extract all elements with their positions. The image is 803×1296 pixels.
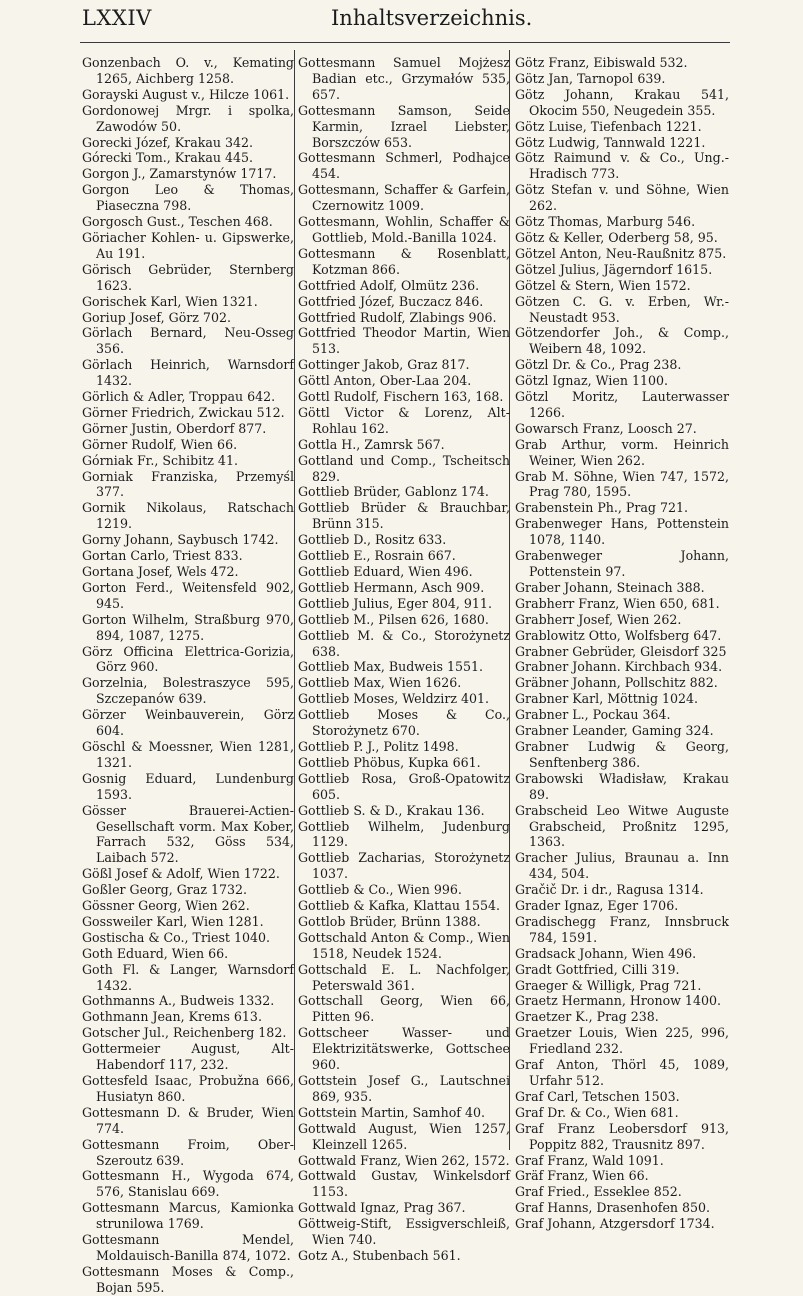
index-entry: Gorgon J., Zamarstynów 1717. xyxy=(82,166,277,182)
index-entry: Grabner Ludwig & Georg, Senftenberg 386. xyxy=(515,738,729,770)
index-entry: Gonzenbach O. v., Kemating 1265, Aichberg 1258. xyxy=(82,55,294,86)
index-entry: Görlich & Adler, Troppau 642. xyxy=(82,389,276,405)
index-entry: Gottlieb Max, Wien 1626. xyxy=(298,675,462,691)
index-entry: Göriacher Kohlen- u. Gipswerke, Au 191. xyxy=(82,229,294,261)
index-entry: Gottwald August, Wien 1257, Kleinzell 1265. xyxy=(298,1120,510,1152)
index-entry: Graf Fried., Esseklee 852. xyxy=(515,1184,682,1200)
index-entry: Gottlieb Max, Budweis 1551. xyxy=(298,659,484,675)
index-entry: Gottlieb D., Rositz 633. xyxy=(298,532,447,548)
index-entry: Gottesmann, Schaffer & Garfein, Czernowitz 1009. xyxy=(298,182,510,214)
index-entry: Grabenstein Ph., Prag 721. xyxy=(515,500,689,516)
index-entry: Gorgon Leo & Thomas, Piaseczna 798. xyxy=(82,182,294,214)
index-entry: Grab Arthur, vorm. Heinrich Weiner, Wien 262. xyxy=(515,436,729,468)
index-entry: Gottesmann Samuel Mojżesz Badian etc., Grzymałów 535, 657. xyxy=(298,55,510,102)
index-entry: Gottwald Gustav, Winkelsdorf 1153. xyxy=(298,1168,510,1200)
index-entry: Gössner Georg, Wien 262. xyxy=(82,898,250,914)
index-entry: Gradischegg Franz, Innsbruck 784, 1591. xyxy=(515,913,729,945)
index-entry: Göttl Anton, Ober-Laa 204. xyxy=(298,373,472,389)
index-entry: Gottesmann Marcus, Kamionka strunilowa 1769. xyxy=(82,1200,294,1232)
index-entry: Götz Ludwig, Tannwald 1221. xyxy=(515,134,706,150)
index-entry: Gottlob Brüder, Brünn 1388. xyxy=(298,913,481,929)
index-entry: Görlach Heinrich, Warnsdorf 1432. xyxy=(82,357,294,389)
index-entry: Gorzelnia, Bolestraszyce 595, Szczepanów 639. xyxy=(82,675,294,707)
index-entry: Gorny Johann, Saybusch 1742. xyxy=(82,532,279,548)
index-entry: Gösser Brauerei-Actien-Gesellschaft vorm. Max Kober, Farrach 532, Göss 534, Laibach 572. xyxy=(82,802,294,866)
index-entry: Grabner Gebrüder, Gleisdorf 325 xyxy=(515,643,727,659)
index-entry: Graf Carl, Tetschen 1503. xyxy=(515,1088,680,1104)
index-entry: Görzer Weinbauverein, Görz 604. xyxy=(82,707,294,739)
index-entry: Gottlieb Phöbus, Kupka 661. xyxy=(298,754,481,770)
index-entry: Gorayski August v., Hilcze 1061. xyxy=(82,86,290,102)
index-entry: Gotz A., Stubenbach 561. xyxy=(298,1247,461,1263)
index-entry: Gossweiler Karl, Wien 1281. xyxy=(82,913,264,929)
index-entry: Görisch Gebrüder, Sternberg 1623. xyxy=(82,261,294,293)
index-entry: Gößl Josef & Adolf, Wien 1722. xyxy=(82,866,280,882)
index-entry: Gorton Ferd., Weitensfeld 902, 945. xyxy=(82,579,294,611)
index-entry: Gottstein Josef G., Lautschnei 869, 935. xyxy=(298,1073,510,1104)
index-entry: Goth Fl. & Langer, Warnsdorf 1432. xyxy=(82,961,294,993)
index-entry: Gottla H., Zamrsk 567. xyxy=(298,436,445,452)
index-entry: Götzel & Stern, Wien 1572. xyxy=(515,277,691,293)
index-entry: Gottermeier August, Alt-Habendorf 117, 232. xyxy=(82,1041,294,1073)
index-entry: Gorton Wilhelm, Straßburg 970, 894, 1087, 1275. xyxy=(82,611,294,643)
index-entry: Gottesmann D. & Bruder, Wien 774. xyxy=(82,1104,294,1136)
index-entry: Götz Franz, Eibiswald 532. xyxy=(515,55,688,70)
index-entry: Górecki Tom., Krakau 445. xyxy=(82,150,254,166)
index-entry: Göttweig-Stift, Essigverschleiß, Wien 740. xyxy=(298,1216,510,1248)
index-entry: Gottlieb & Kafka, Klattau 1554. xyxy=(298,898,501,914)
index-entry: Graf Johann, Atzgersdorf 1734. xyxy=(515,1216,715,1232)
index-entry: Gradsack Johann, Wien 496. xyxy=(515,945,697,961)
index-entry: Grabner Karl, Möttnig 1024. xyxy=(515,691,699,707)
index-entry: Graf Franz, Wald 1091. xyxy=(515,1152,664,1168)
index-entry: Gottesmann Mendel, Moldauisch-Banilla 874, 1072. xyxy=(82,1232,294,1263)
index-entry: Götz Stefan v. und Söhne, Wien 262. xyxy=(515,182,729,214)
index-entry: Gortan Carlo, Triest 833. xyxy=(82,548,243,564)
index-entry: Grab M. Söhne, Wien 747, 1572, Prag 780, 1595. xyxy=(515,468,729,500)
index-entry: Gottschald E. L. Nachfolger, Peterswald 361. xyxy=(298,961,510,993)
index-entry: Graf Dr. & Co., Wien 681. xyxy=(515,1104,679,1120)
index-entry: Gottesmann & Rosenblatt, Kotzman 866. xyxy=(298,245,510,277)
index-entry: Gottlieb Julius, Eger 804, 911. xyxy=(298,595,492,611)
index-entry: Gräf Franz, Wien 66. xyxy=(515,1168,649,1184)
index-entry: Grader Ignaz, Eger 1706. xyxy=(515,898,679,914)
index-entry: Gortana Josef, Wels 472. xyxy=(82,564,239,579)
index-entry: Gracher Julius, Braunau a. Inn 434, 504. xyxy=(515,850,729,882)
index-entry: Gottlieb Eduard, Wien 496. xyxy=(298,564,473,579)
index-entry: Gorischek Karl, Wien 1321. xyxy=(82,293,258,309)
index-entry: Gottlieb Rosa, Groß-Opatowitz 605. xyxy=(298,770,510,802)
index-entry: Gračič Dr. i dr., Ragusa 1314. xyxy=(515,882,704,898)
index-entry: Górniak Fr., Schibitz 41. xyxy=(82,452,238,468)
index-entry: Gostischa & Co., Triest 1040. xyxy=(82,929,271,945)
index-entry: Götzendorfer Joh., & Comp., Weibern 48, 1092. xyxy=(515,325,729,357)
index-entry: Götzl Moritz, Lauterwasser 1266. xyxy=(515,389,729,420)
index-entry: Gottesfeld Isaac, Probužna 666, Husiatyn 860. xyxy=(82,1073,294,1104)
index-entry: Götz & Keller, Oderberg 58, 95. xyxy=(515,229,718,245)
index-entry: Gothmann Jean, Krems 613. xyxy=(82,1009,262,1025)
index-entry: Goth Eduard, Wien 66. xyxy=(82,945,229,961)
index-entry: Götzel Anton, Neu-Raußnitz 875. xyxy=(515,245,727,261)
index-entry: Gottinger Jakob, Graz 817. xyxy=(298,357,470,373)
index-entry: Götz Thomas, Marburg 546. xyxy=(515,214,696,230)
index-entry: Gottlieb Zacharias, Storożynetz 1037. xyxy=(298,850,510,882)
page-header xyxy=(82,6,732,38)
index-entry: Gottlieb & Co., Wien 996. xyxy=(298,882,462,898)
index-entry: Gottfried Theodor Martin, Wien 513. xyxy=(298,325,510,357)
header-rule xyxy=(80,42,730,43)
index-entry: Gornik Nikolaus, Ratschach 1219. xyxy=(82,500,294,532)
page-title: Inhaltsverzeichnis. xyxy=(331,6,533,30)
index-entry: Gottlieb M., Pilsen 626, 1680. xyxy=(298,611,489,627)
index-entry: Grabowski Władisław, Krakau 89. xyxy=(515,770,729,802)
index-entry: Görner Justin, Oberdorf 877. xyxy=(82,420,267,436)
index-entry: Götzl Ignaz, Wien 1100. xyxy=(515,373,669,389)
index-entry: Grabherr Franz, Wien 650, 681. xyxy=(515,595,720,611)
index-entry: Gottl Rudolf, Fischern 163, 168. xyxy=(298,389,504,405)
index-entry: Grabner L., Pockau 364. xyxy=(515,707,671,723)
index-entry: Grabner Leander, Gaming 324. xyxy=(515,723,714,739)
index-entry: Gottstein Martin, Samhof 40. xyxy=(298,1104,485,1120)
index-entry: Götzen C. G. v. Erben, Wr.-Neustadt 953. xyxy=(515,293,729,325)
index-entry: Gottesmann H., Wygoda 674, 576, Stanislau 669. xyxy=(82,1168,294,1200)
index-entry: Graetzer Louis, Wien 225, 996, Friedland 232. xyxy=(515,1025,729,1057)
index-entry: Gottscheer Wasser- und Elektrizitätswerke, Gottschee 960. xyxy=(298,1025,510,1073)
page-number: LXXIV xyxy=(82,6,152,30)
index-entry: Gottlieb Moses, Weldzirz 401. xyxy=(298,691,490,707)
index-entry: Gottlieb Hermann, Asch 909. xyxy=(298,579,485,595)
index-entry: Gotscher Jul., Reichenberg 182. xyxy=(82,1025,287,1041)
index-entry: Grabscheid Leo Witwe Auguste Grabscheid, Proßnitz 1295, 1363. xyxy=(515,802,729,850)
index-entry: Gottlieb Moses & Co., Storożynetz 670. xyxy=(298,707,510,739)
index-entry: Gottlieb Brüder, Gablonz 174. xyxy=(298,484,489,500)
index-entry: Gottfried Józef, Buczacz 846. xyxy=(298,293,484,309)
index-entry: Grabner Johann. Kirchbach 934. xyxy=(515,659,723,675)
index-entry: Graf Anton, Thörl 45, 1089, Urfahr 512. xyxy=(515,1057,729,1088)
index-entry: Gottesmann Froim, Ober-Szeroutz 639. xyxy=(82,1136,294,1168)
index-entry: Götz Johann, Krakau 541, Okocim 550, Neugedein 355. xyxy=(515,86,729,118)
index-entry: Gottlieb M. & Co., Storożynetz 638. xyxy=(298,627,510,659)
index-entry: Gorgosch Gust., Teschen 468. xyxy=(82,214,273,230)
index-entry: Graf Hanns, Drasenhofen 850. xyxy=(515,1200,711,1216)
index-entry: Götz Luise, Tiefenbach 1221. xyxy=(515,118,702,134)
index-entry: Gothmanns A., Budweis 1332. xyxy=(82,993,275,1009)
index-entry: Gräbner Johann, Pollschitz 882. xyxy=(515,675,718,691)
index-entry: Gottesmann, Wohlin, Schaffer & Gottlieb, Mold.-Banilla 1024. xyxy=(298,214,510,245)
index-entry: Gottschall Georg, Wien 66, Pitten 96. xyxy=(298,993,510,1025)
index-entry: Gottesmann Samson, Seide Karmin, Izrael Liebster, Borszczów 653. xyxy=(298,102,510,150)
index-entry: Göschl & Moessner, Wien 1281, 1321. xyxy=(82,738,294,770)
index-entry: Gottfried Rudolf, Zlabings 906. xyxy=(298,309,497,325)
index-entry: Graber Johann, Steinach 388. xyxy=(515,579,705,595)
index-entry: Goriup Josef, Görz 702. xyxy=(82,309,231,325)
index-entry: Gottesmann Schmerl, Podhajce 454. xyxy=(298,150,510,182)
index-entry: Gottlieb Brüder & Brauchbar, Brünn 315. xyxy=(298,500,510,532)
index-entry: Gorniak Franziska, Przemyśl 377. xyxy=(82,468,294,500)
index-entry: Götzl Dr. & Co., Prag 238. xyxy=(515,357,682,373)
index-entry: Götz Raimund v. & Co., Ung.-Hradisch 773. xyxy=(515,150,729,182)
index-entry: Graf Franz Leobersdorf 913, Poppitz 882, Trausnitz 897. xyxy=(515,1120,729,1152)
index-entry: Gottlieb E., Rosrain 667. xyxy=(298,548,456,564)
index-entry: Görner Friedrich, Zwickau 512. xyxy=(82,404,285,420)
index-entry: Gorecki Józef, Krakau 342. xyxy=(82,134,253,150)
index-entry: Görner Rudolf, Wien 66. xyxy=(82,436,238,452)
index-entry: Görz Officina Elettrica-Gorizia, Görz 960. xyxy=(82,643,294,675)
column-divider xyxy=(294,50,295,1150)
index-entry: Gordonowej Mrgr. i spolka, Zawodów 50. xyxy=(82,102,294,134)
index-entry: Gottfried Adolf, Olmütz 236. xyxy=(298,277,480,293)
index-entry: Gottschald Anton & Comp., Wien 1518, Neudek 1524. xyxy=(298,929,510,961)
index-entry: Gottlieb P. J., Politz 1498. xyxy=(298,738,459,754)
index-entry: Gottlieb S. & D., Krakau 136. xyxy=(298,802,485,818)
index-entry: Gradt Gottfried, Cilli 319. xyxy=(515,961,680,977)
index-entry: Grabenweger Johann, Pottenstein 97. xyxy=(515,548,729,579)
index-entry: Götz Jan, Tarnopol 639. xyxy=(515,70,666,86)
index-entry: Grabherr Josef, Wien 262. xyxy=(515,611,682,627)
index-column-2 xyxy=(298,55,510,1264)
index-entry: Gosnig Eduard, Lundenburg 1593. xyxy=(82,770,294,802)
index-entry: Gottwald Ignaz, Prag 367. xyxy=(298,1200,466,1216)
index-entry: Götzel Julius, Jägerndorf 1615. xyxy=(515,261,713,277)
index-column-3 xyxy=(515,55,729,1232)
index-entry: Görlach Bernard, Neu-Osseg 356. xyxy=(82,325,294,357)
index-entry: Gottland und Comp., Tscheitsch 829. xyxy=(298,452,510,484)
index-entry: Grablowitz Otto, Wolfsberg 647. xyxy=(515,627,722,643)
index-entry: Göttl Victor & Lorenz, Alt-Rohlau 162. xyxy=(298,404,510,436)
index-entry: Gottlieb Wilhelm, Judenburg 1129. xyxy=(298,818,510,850)
index-entry: Gottesmann Moses & Comp., Bojan 595. xyxy=(82,1263,294,1295)
index-entry: Grabenweger Hans, Pottenstein 1078, 1140. xyxy=(515,516,729,548)
index-entry: Graetz Hermann, Hronow 1400. xyxy=(515,993,721,1009)
index-column-1 xyxy=(82,55,294,1296)
index-entry: Graeger & Willigk, Prag 721. xyxy=(515,977,702,993)
index-entry: Goßler Georg, Graz 1732. xyxy=(82,882,248,898)
index-entry: Gottwald Franz, Wien 262, 1572. xyxy=(298,1152,510,1168)
index-entry: Graetzer K., Prag 238. xyxy=(515,1009,659,1025)
index-entry: Gowarsch Franz, Loosch 27. xyxy=(515,420,697,436)
